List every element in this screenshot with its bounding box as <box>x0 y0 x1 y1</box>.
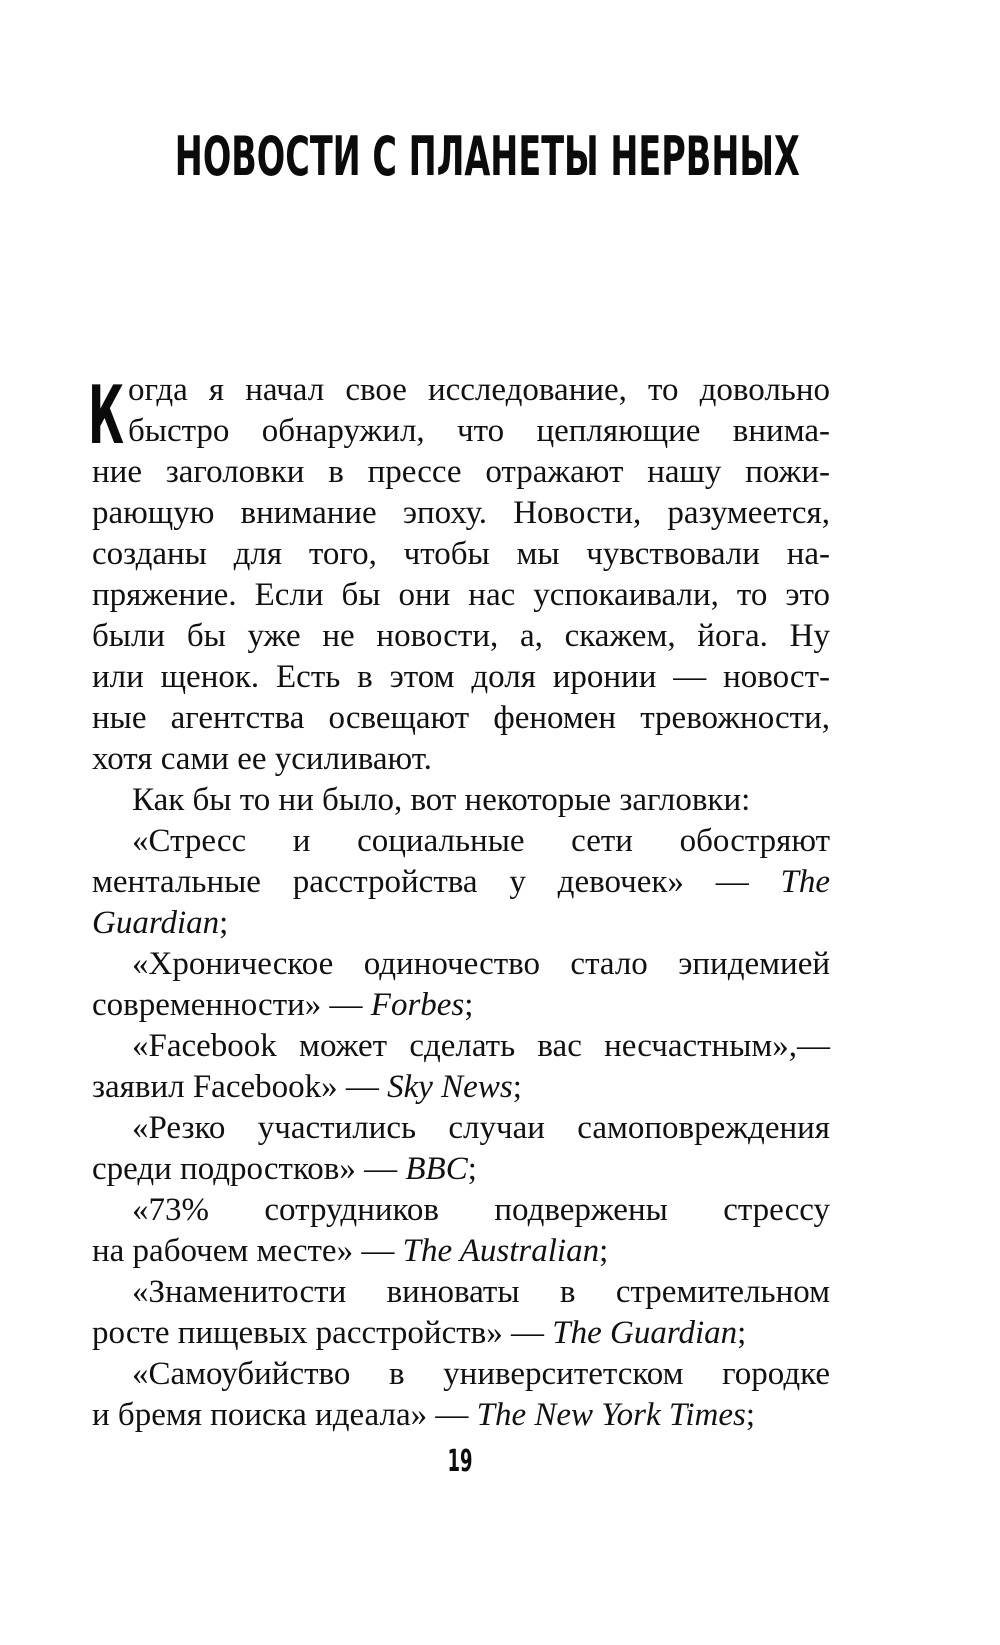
paragraph-line: ные агентства освещают феномен тревожности, <box>92 700 830 736</box>
paragraph-line: пряжение. Если бы они нас успокаивали, то это <box>92 577 830 613</box>
headline-line: «Стресс и социальные сети обостряют <box>132 823 830 859</box>
headline-line <box>92 1313 830 1354</box>
headline-source: BBC <box>405 1151 468 1187</box>
headline-punct: ; <box>219 905 229 941</box>
headline-source: The <box>780 864 830 900</box>
paragraph-line: созданы для того, чтобы мы чувствовали на- <box>92 536 830 572</box>
headline-source: Guardian <box>92 905 220 941</box>
headline-item <box>92 1026 830 1108</box>
headline-punct: ; <box>737 1315 747 1351</box>
headline-text: современности» — <box>92 987 371 1023</box>
headline-line: «Хроническое одиночество стало эпидемией <box>132 946 830 982</box>
headline-line: «73% сотрудников подвержены стрессу <box>132 1192 830 1228</box>
headline-text: заявил Facebook» — <box>92 1069 388 1105</box>
headline-line: «Резко участились случаи самоповреждения <box>132 1110 830 1146</box>
headline-source: The Australian <box>402 1233 600 1269</box>
headline-line <box>92 862 830 903</box>
headline-text: и бремя поиска идеала» — <box>92 1397 477 1433</box>
paragraph-line: рающую внимание эпоху. Новости, разумеется, <box>92 495 830 531</box>
intro-paragraph <box>88 369 830 780</box>
headline-item <box>92 821 830 944</box>
lead-line: Как бы то ни было, вот некоторые загловки: <box>132 782 751 818</box>
headline-line <box>92 1231 830 1272</box>
headline-source: Forbes <box>370 987 465 1023</box>
headline-text: росте пищевых расстройств» — <box>92 1315 553 1351</box>
headline-line <box>92 985 830 1026</box>
paragraph-line: были бы уже не новости, а, скажем, йога. Ну <box>92 618 830 654</box>
headline-source: The New York Times <box>476 1397 746 1433</box>
drop-cap: К <box>88 369 124 462</box>
headline-punct: ; <box>599 1233 609 1269</box>
headline-item <box>92 944 830 1026</box>
paragraph-line: огда я начал свое исследование, то довольно <box>128 372 830 408</box>
headline-punct: ; <box>512 1069 522 1105</box>
headline-line <box>92 1149 830 1190</box>
headline-item <box>92 1272 830 1354</box>
headline-punct: ; <box>745 1397 756 1433</box>
paragraph-line: быстро обнаружил, что цепляющие внима- <box>128 413 830 449</box>
headline-text: ментальные расстройства у девочек» — <box>92 864 781 900</box>
headline-line: «Самоубийство в университетском городке <box>132 1356 830 1392</box>
headline-line <box>92 1067 830 1108</box>
headline-line: «Facebook может сделать вас несчастным»,— <box>132 1028 830 1064</box>
headline-item <box>92 1354 830 1436</box>
paragraph-line: или щенок. Есть в этом доля иронии — новост- <box>92 659 830 695</box>
headline-line <box>92 903 830 944</box>
headline-source: The Guardian <box>552 1315 738 1351</box>
paragraph-line: хотя сами ее усиливают. <box>92 741 432 777</box>
headline-punct: ; <box>467 1151 477 1187</box>
page-number: 19 <box>447 1444 473 1479</box>
headline-punct: ; <box>464 987 474 1023</box>
headline-source: Sky News <box>387 1069 513 1105</box>
headline-text: на рабочем месте» — <box>92 1233 403 1269</box>
headline-item <box>92 1190 830 1272</box>
headline-text: среди подростков» — <box>92 1151 406 1187</box>
headline-item <box>92 1108 830 1190</box>
body-text <box>88 369 830 1436</box>
chapter-title: НОВОСТИ С ПЛАНЕТЫ НЕРВНЫХ <box>174 125 800 188</box>
headline-line <box>92 1395 830 1436</box>
headline-line: «Знаменитости виноваты в стремительном <box>132 1274 830 1310</box>
paragraph-line: ние заголовки в прессе отражают нашу пожи- <box>92 454 830 490</box>
